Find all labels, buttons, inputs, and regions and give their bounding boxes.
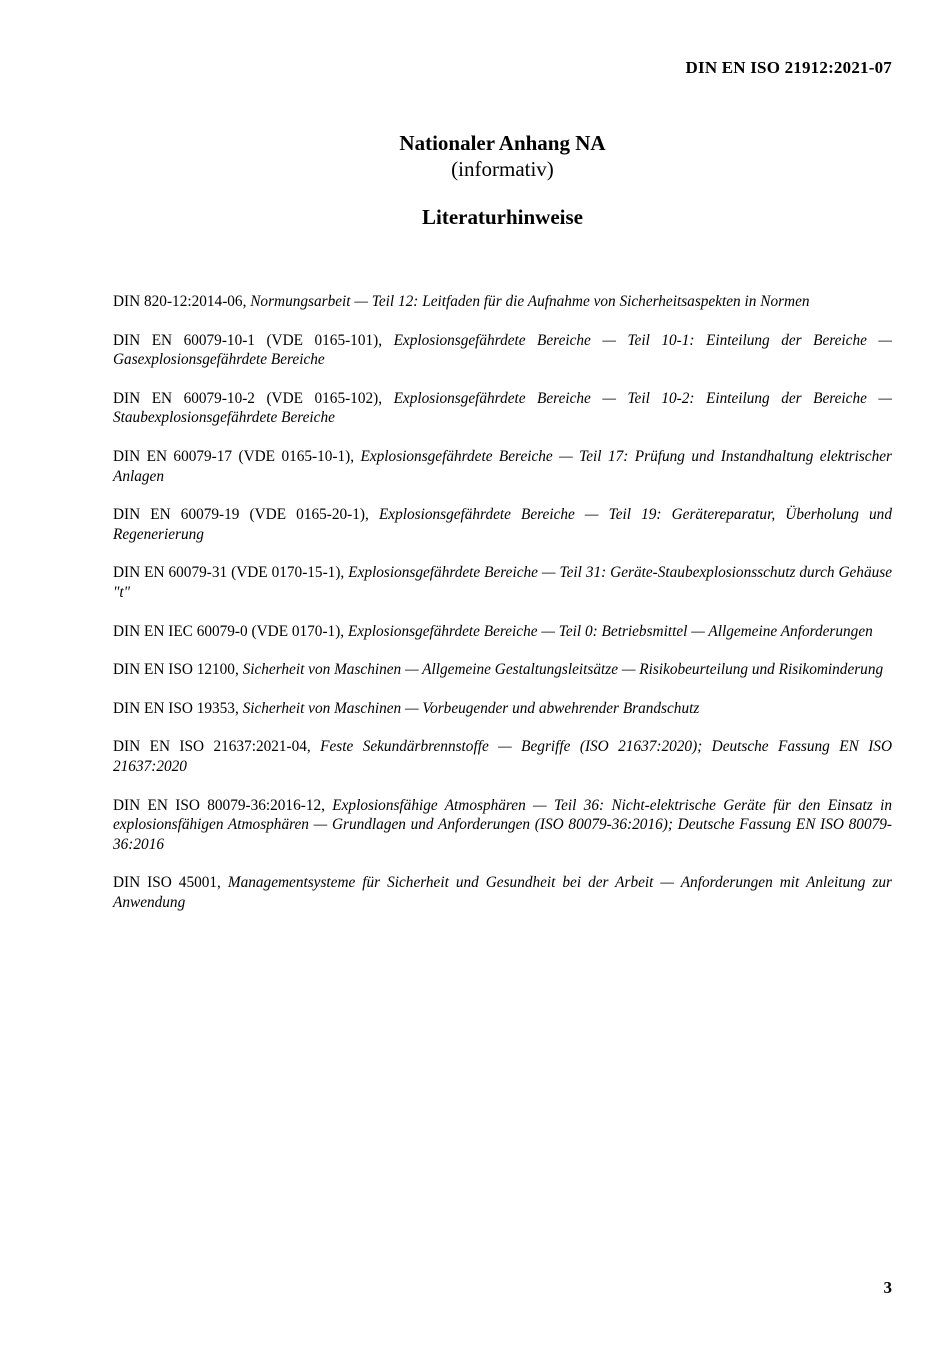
- reference-title: Normungsarbeit — Teil 12: Leitfaden für die Aufnahme von Sicherheitsaspekten in Normen: [250, 293, 810, 310]
- reference-title: Explosionsgefährdete Bereiche — Teil 10-1: Einteilung der Bereiche — Gasexplosionsgefährdete Bereiche: [113, 331, 892, 369]
- reference-code: DIN EN 60079-10-1 (VDE 0165-101),: [113, 331, 394, 349]
- reference-title: Explosionsgefährdete Bereiche — Teil 19: Gerätereparatur, Überholung und Regenerierung: [113, 506, 892, 543]
- reference-code: DIN EN ISO 80079-36:2016-12,: [113, 796, 333, 814]
- reference-item: [113, 873, 892, 912]
- annex-title: Nationaler Anhang NA: [399, 131, 606, 155]
- reference-code: DIN EN 60079-17 (VDE 0165-10-1),: [113, 447, 361, 465]
- reference-item: [113, 737, 892, 776]
- reference-item: [113, 563, 892, 602]
- reference-item: [113, 447, 892, 486]
- page-number: 3: [883, 1278, 892, 1297]
- reference-title: Sicherheit von Maschinen — Allgemeine Gestaltungsleitsätze — Risikobeurteilung und Risikominderung: [242, 661, 884, 679]
- document-id: DIN EN ISO 21912:2021-07: [685, 58, 892, 77]
- reference-title: Explosionsgefährdete Bereiche — Teil 10-2: Einteilung der Bereiche — Staubexplosionsgefährdete Bereiche: [113, 389, 892, 427]
- reference-code: DIN 820-12:2014-06,: [113, 293, 251, 310]
- reference-item: [113, 505, 892, 544]
- reference-item: [113, 331, 892, 370]
- reference-item: [113, 292, 892, 312]
- reference-title: Sicherheit von Maschinen — Vorbeugender und abwehrender Brandschutz: [242, 699, 700, 717]
- reference-code: DIN EN IEC 60079-0 (VDE 0170-1),: [113, 622, 348, 640]
- reference-code: DIN EN 60079-19 (VDE 0165-20-1),: [113, 506, 379, 524]
- reference-code: DIN EN 60079-31 (VDE 0170-15-1),: [113, 564, 349, 582]
- reference-title: Explosionsgefährdete Bereiche — Teil 31: Geräte-Staubexplosionsschutz durch Gehäuse "t": [113, 564, 892, 601]
- reference-title: Managementsysteme für Sicherheit und Gesundheit bei der Arbeit — Anforderungen mit Anleitung zur Anwendung: [113, 874, 892, 911]
- reference-item: [113, 389, 892, 428]
- reference-list: [113, 292, 892, 931]
- reference-title: Explosionsfähige Atmosphären — Teil 36: Nicht-elektrische Geräte für den Einsatz in explosionsfähigen Atmosphären — Grundlagen und Anforderungen (ISO 80079-36:2016); Deutsche Fassung EN ISO 80079-36:2016: [113, 796, 893, 853]
- reference-title: Explosionsgefährdete Bereiche — Teil 0: Betriebsmittel — Allgemeine Anforderungen: [347, 622, 873, 640]
- annex-subtitle: (informativ): [451, 157, 554, 181]
- reference-item: [113, 796, 892, 855]
- reference-code: DIN EN ISO 12100,: [113, 661, 243, 679]
- reference-item: [113, 699, 892, 719]
- reference-code: DIN EN ISO 19353,: [113, 699, 243, 717]
- reference-item: [113, 622, 892, 642]
- reference-code: DIN EN ISO 21637:2021-04,: [113, 738, 321, 756]
- reference-code: DIN ISO 45001,: [113, 874, 228, 892]
- reference-item: [113, 660, 892, 680]
- reference-title: Explosionsgefährdete Bereiche — Teil 17: Prüfung und Instandhaltung elektrischer Anlagen: [113, 447, 892, 485]
- section-title: Literaturhinweise: [422, 205, 583, 229]
- reference-code: DIN EN 60079-10-2 (VDE 0165-102),: [113, 389, 394, 407]
- reference-title: Feste Sekundärbrennstoffe — Begriffe (ISO 21637:2020); Deutsche Fassung EN ISO 21637:2020: [113, 738, 892, 775]
